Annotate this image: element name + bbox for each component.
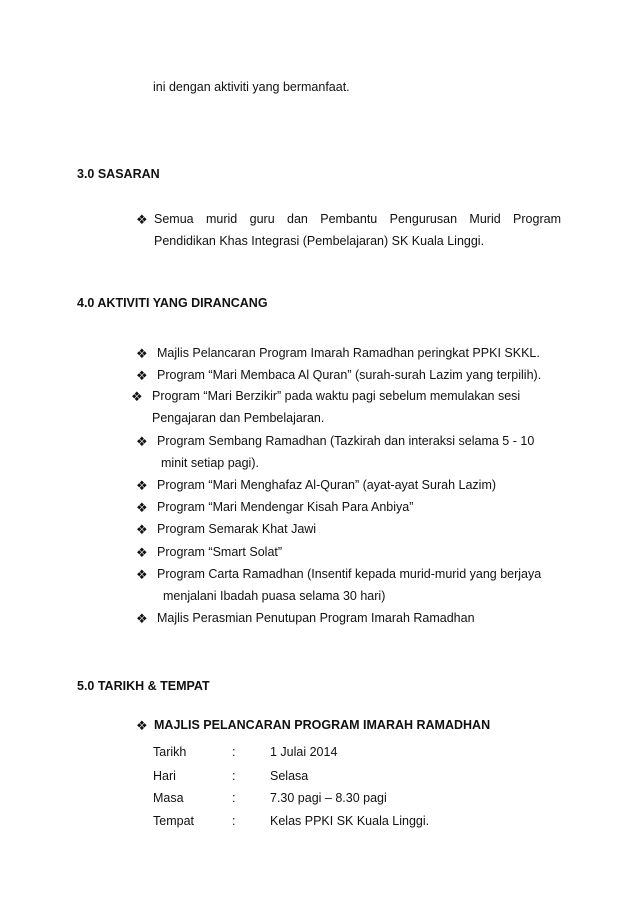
detail-separator: : xyxy=(232,745,236,759)
section-heading-aktiviti: 4.0 AKTIVITI YANG DIRANCANG xyxy=(77,296,268,310)
detail-label: Hari xyxy=(153,769,176,783)
bullet-diamond-icon: ❖ xyxy=(136,567,148,582)
detail-value: Selasa xyxy=(270,769,309,783)
bullet-diamond-icon: ❖ xyxy=(136,522,148,537)
aktiviti-item-line-1: Program “Mari Menghafaz Al-Quran” (ayat-ayat Surah Lazim) xyxy=(157,478,497,492)
detail-label: Tempat xyxy=(153,814,194,828)
bullet-diamond-icon: ❖ xyxy=(136,611,148,626)
bullet-diamond-icon: ❖ xyxy=(136,368,148,383)
bullet-diamond-icon: ❖ xyxy=(136,478,148,493)
aktiviti-item-line-1: Majlis Perasmian Penutupan Program Imarah Ramadhan xyxy=(157,611,475,625)
aktiviti-item-line-1: Program “Mari Berzikir” pada waktu pagi sebelum memulakan sesi xyxy=(152,389,521,403)
sasaran-line-2: Pendidikan Khas Integrasi (Pembelajaran) SK Kuala Linggi. xyxy=(154,234,485,248)
bullet-diamond-icon: ❖ xyxy=(136,346,148,361)
detail-value: Kelas PPKI SK Kuala Linggi. xyxy=(270,814,430,828)
intro-continuation: ini dengan aktiviti yang bermanfaat. xyxy=(153,80,350,94)
aktiviti-item-line-2: Pengajaran dan Pembelajaran. xyxy=(152,411,325,425)
aktiviti-item-line-1: Program Semarak Khat Jawi xyxy=(157,522,317,536)
event-title: MAJLIS PELANCARAN PROGRAM IMARAH RAMADHAN xyxy=(154,718,491,732)
bullet-diamond-icon: ❖ xyxy=(136,434,148,449)
aktiviti-item-line-1: Program Sembang Ramadhan (Tazkirah dan interaksi selama 5 - 10 xyxy=(157,434,535,448)
detail-value: 1 Julai 2014 xyxy=(270,745,338,759)
aktiviti-item-line-1: Program Carta Ramadhan (Insentif kepada murid-murid yang berjaya xyxy=(157,567,542,581)
aktiviti-item-line-2: menjalani Ibadah puasa selama 30 hari) xyxy=(163,589,386,603)
detail-separator: : xyxy=(232,769,236,783)
detail-separator: : xyxy=(232,791,236,805)
detail-value: 7.30 pagi – 8.30 pagi xyxy=(270,791,387,805)
section-heading-sasaran: 3.0 SASARAN xyxy=(77,167,160,181)
sasaran-line-1: Semua murid guru dan Pembantu Pengurusan Murid Program xyxy=(154,212,561,226)
aktiviti-item-line-1: Majlis Pelancaran Program Imarah Ramadhan peringkat PPKI SKKL. xyxy=(157,346,540,360)
aktiviti-item-line-1: Program “Smart Solat” xyxy=(157,545,283,559)
aktiviti-item-line-1: Program “Mari Mendengar Kisah Para Anbiya” xyxy=(157,500,414,514)
bullet-diamond-icon: ❖ xyxy=(136,545,148,560)
aktiviti-item-line-2: minit setiap pagi). xyxy=(161,456,259,470)
section-heading-tarikh: 5.0 TARIKH & TEMPAT xyxy=(77,679,210,693)
bullet-diamond-icon: ❖ xyxy=(136,212,148,227)
detail-label: Masa xyxy=(153,791,184,805)
bullet-diamond-icon: ❖ xyxy=(136,718,148,733)
aktiviti-item-line-1: Program “Mari Membaca Al Quran” (surah-surah Lazim yang terpilih). xyxy=(157,368,542,382)
detail-label: Tarikh xyxy=(153,745,187,759)
detail-separator: : xyxy=(232,814,236,828)
bullet-diamond-icon: ❖ xyxy=(131,389,143,404)
bullet-diamond-icon: ❖ xyxy=(136,500,148,515)
